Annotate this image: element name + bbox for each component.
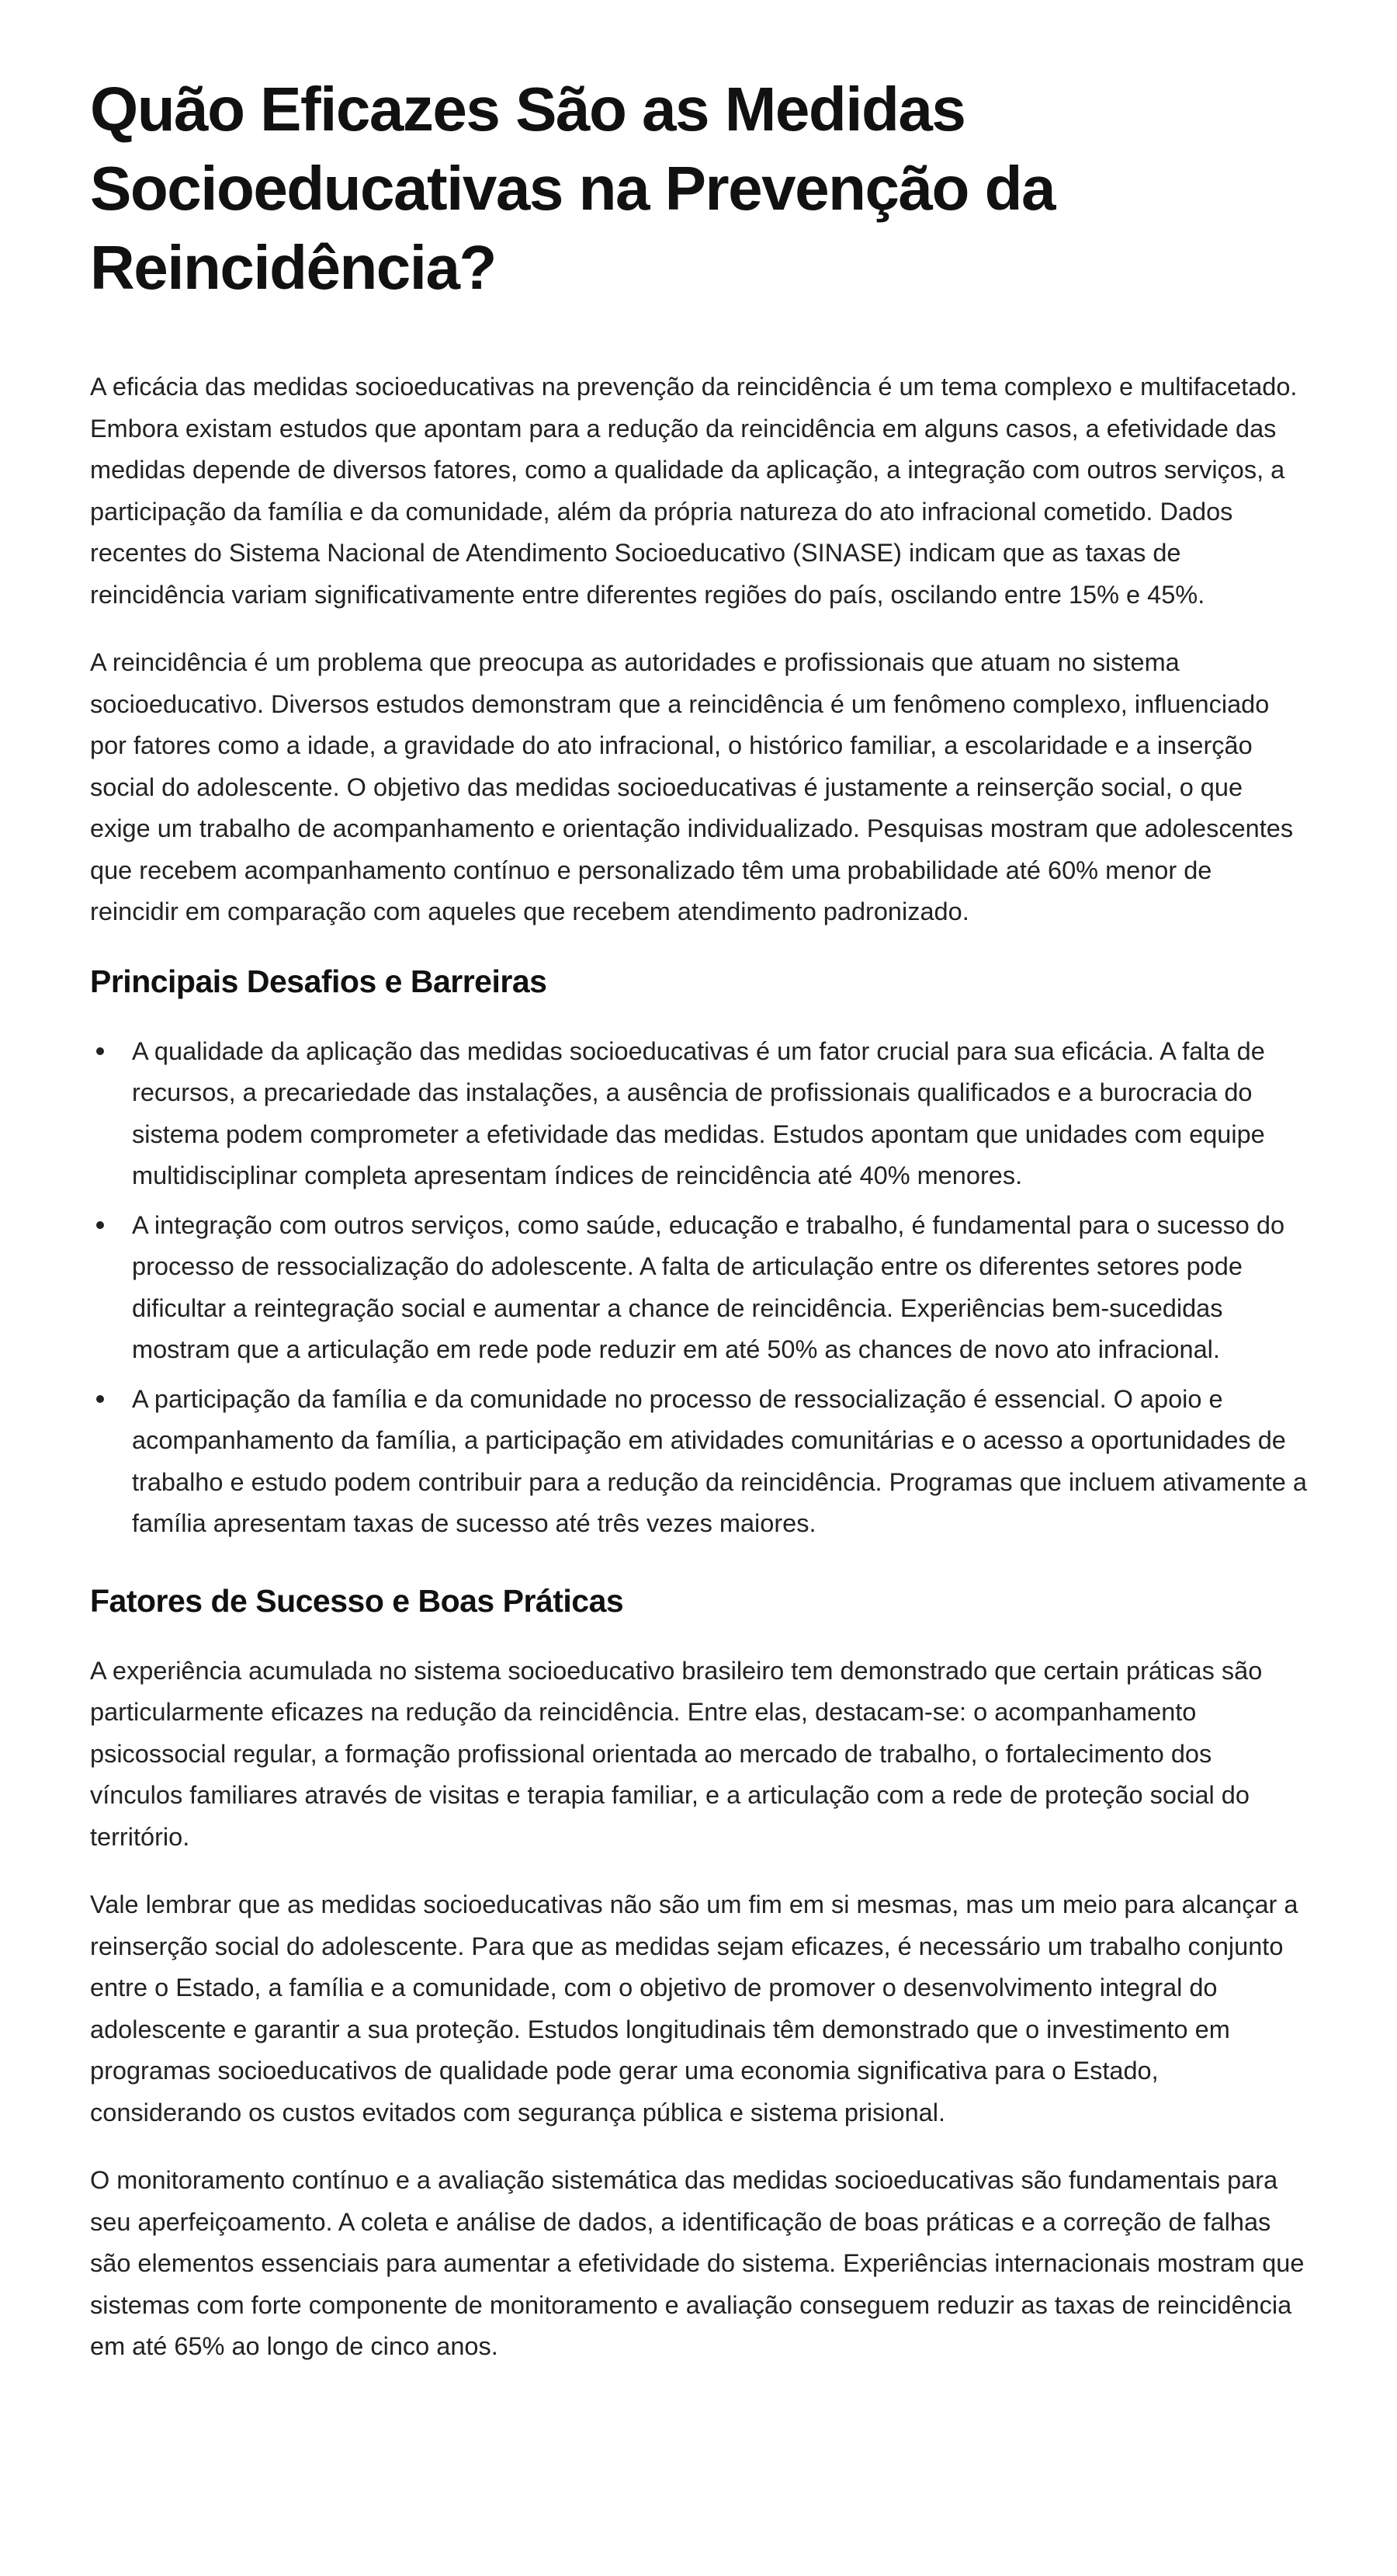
list-item-text: A integração com outros serviços, como saúde, educação e trabalho, é fundamental para o sucesso do processo de ressocialização do adolescente. A falta de articulação entre os diferentes setores pode dificultar a reintegração social e aumentar a chance de reincidência. Experiências bem-sucedidas mostram que a articulação em rede pode reduzir em até 50% as chances de novo ato infracional. <box>132 1210 1285 1363</box>
list-item <box>90 1031 1307 1197</box>
bullet-icon <box>96 1047 104 1055</box>
body-paragraph-3: O monitoramento contínuo e a avaliação sistemática das medidas socioeducativas são fundamentais para seu aperfeiçoamento. A coleta e análise de dados, a identificação de boas práticas e a correção de falhas são elementos essenciais para aumentar a efetividade do sistema. Experiências internacionais mostram que sistemas com forte componente de monitoramento e avaliação conseguem reduzir as taxas de reincidência em até 65% ao longo de cinco anos. <box>90 2166 1305 2360</box>
list-item <box>90 1379 1307 1545</box>
body-paragraph-2: Vale lembrar que as medidas socioeducativas não são um fim em si mesmas, mas um meio para alcançar a reinserção social do adolescente. Para que as medidas sejam eficazes, é necessário um trabalho conjunto entre o Estado, a família e a comunidade, com o objetivo de promover o desenvolvimento integral do adolescente e garantir a sua proteção. Estudos longitudinais têm demonstrado que o investimento em programas socioeducativos de qualidade pode gerar uma economia significativa para o Estado, considerando os custos evitados com segurança pública e sistema prisional. <box>90 1890 1298 2126</box>
list-item-text: A participação da família e da comunidade no processo de ressocialização é essencial. O apoio e acompanhamento da família, a participação em atividades comunitárias e o acesso a oportunidades de trabalho e estudo podem contribuir para a redução da reincidência. Programas que incluem ativamente a família apresentam taxas de sucesso até três vezes maiores. <box>132 1384 1307 1537</box>
bullet-icon <box>96 1395 104 1403</box>
intro-paragraph-1: A eficácia das medidas socioeducativas na prevenção da reincidência é um tema complexo e multifacetado. Embora existam estudos que apontam para a redução da reincidência em alguns casos, a efetividade das medidas depende de diversos fatores, como a qualidade da aplicação, a integração com outros serviços, a participação da família e da comunidade, além da própria natureza do ato infracional cometido. Dados recentes do Sistema Nacional de Atendimento Socioeducativo (SINASE) indicam que as taxas de reincidência variam significativamente entre diferentes regiões do país, oscilando entre 15% e 45%. <box>90 373 1298 609</box>
list-item <box>90 1205 1307 1371</box>
body-paragraph-1: A experiência acumulada no sistema socioeducativo brasileiro tem demonstrado que certain práticas são particularmente eficazes na redução da reincidência. Entre elas, destacam-se: o acompanhamento psicossocial regular, a formação profissional orientada ao mercado de trabalho, o fortalecimento dos vínculos familiares através de visitas e terapia familiar, e a articulação com a rede de proteção social do território. <box>90 1656 1263 1851</box>
section-heading-success-factors: Fatores de Sucesso e Boas Práticas <box>90 1582 624 1619</box>
challenges-list <box>90 1031 1307 1545</box>
bullet-icon <box>96 1221 104 1229</box>
page-title: Quão Eficazes São as Medidas Socioeducativas na Prevenção da Reincidência? <box>90 75 1055 302</box>
intro-paragraph-2: A reincidência é um problema que preocupa as autoridades e profissionais que atuam no sistema socioeducativo. Diversos estudos demonstram que a reincidência é um fenômeno complexo, influenciado por fatores como a idade, a gravidade do ato infracional, o histórico familiar, a escolaridade e a inserção social do adolescente. O objetivo das medidas socioeducativas é justamente a reinserção social, o que exige um trabalho de acompanhamento e orientação individualizado. Pesquisas mostram que adolescentes que recebem acompanhamento contínuo e personalizado têm uma probabilidade até 60% menor de reincidir em comparação com aqueles que recebem atendimento padronizado. <box>90 648 1294 925</box>
section-heading-challenges: Principais Desafios e Barreiras <box>90 963 547 999</box>
list-item-text: A qualidade da aplicação das medidas socioeducativas é um fator crucial para sua eficácia. A falta de recursos, a precariedade das instalações, a ausência de profissionais qualificados e a burocracia do sistema podem comprometer a efetividade das medidas. Estudos apontam que unidades com equipe multidisciplinar completa apresentam índices de reincidência até 40% menores. <box>132 1036 1265 1189</box>
